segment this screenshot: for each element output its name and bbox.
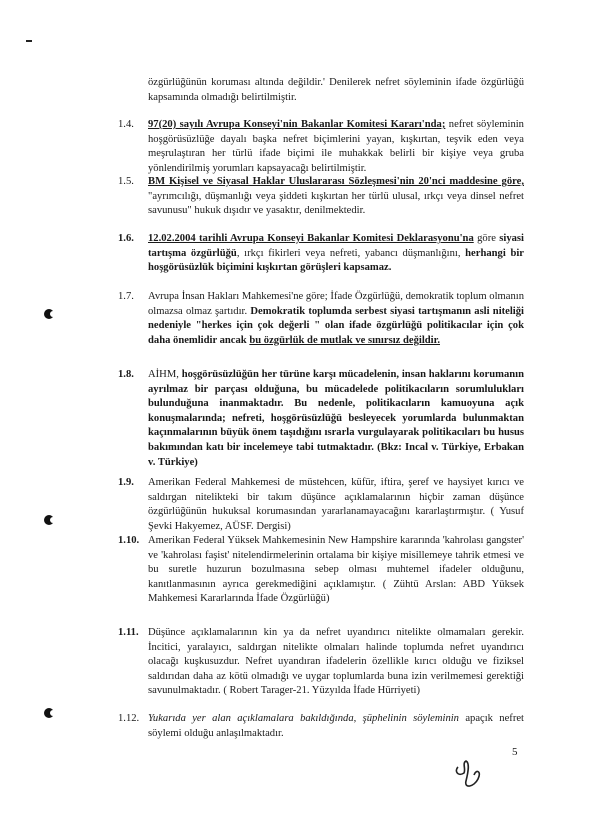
- paragraph-text: "ayrımcılığı, düşmanlığı veya şiddeti kışkırtan her türlü ulusal, ırkçı veya dinsel nefret savunusu" hukuk dışıdır ve yasaktır, denilmektedir.: [148, 190, 524, 217]
- paragraph-text: hoşgörüsüzlüğün her türüne karşı mücadelenin, insan haklarını korumanın ayrılmaz bir parçası olduğuna, bu mücadelede politikacıların sorumlulukları bulunduğuna inanmaktadır. Bu nedenle, politikacıların kamuoyuna açık konuşmalarında; nefreti, hoşgörüsüzlüğü besleyecek yorumlarda bulunmaktan kaçınmalarının büyük önem taşıdığını ısrarla vurgulayarak politikacıları bu husus bakımından katı bir incelemeye tabi tutmaktadır. (Bkz: Incal v. Türkiye, Erbakan v. Türkiye): [148, 369, 525, 468]
- paragraph-text: Yukarıda yer alan açıklamalara bakıldığında, şüphelinin söyleminin: [148, 713, 459, 724]
- paragraph-text: herhangi bir hoşgörüsüzlük biçimini kışkırtan görüşleri kapsamaz.: [148, 247, 524, 274]
- section-number: 1.6.: [118, 233, 134, 244]
- paragraph-text: bu özgürlük de mutlak ve sınırsız değildir.: [249, 334, 440, 346]
- section-number: 1.8.: [118, 369, 134, 380]
- section-paragraph: [148, 476, 524, 534]
- paragraph-text: Avrupa İnsan Hakları Mahkemesi'ne göre; İfade Özgürlüğü, demokratik toplum olmanın olmazsa olmaz şartıdır.: [148, 291, 524, 317]
- section-paragraph: [148, 118, 524, 176]
- page-number: 5: [512, 746, 518, 758]
- section-number: 1.10.: [118, 535, 140, 546]
- paragraph-text: Demokratik toplumda serbest siyasi tartışmanın asli niteliği nedeniyle "herkes için çok değerli " olan ifade özgürlüğü politikacılar için çok daha önemlidir ancak: [148, 305, 524, 346]
- signature-mark: [452, 757, 488, 791]
- paragraph-text: 12.02.2004 tarihli Avrupa Konseyi Bakanlar Komitesi Deklarasyonu'na: [148, 233, 474, 244]
- paragraph-text: Amerikan Federal Yüksek Mahkemesinin New Hampshire kararında 'kahrolası gangster' ve 'kahrolası faşist' nitelendirmelerinin ortalama bir kişiye misillemeye tahrik etmesi ve bu suretle huzurun bozulmasına sebep olması muhtemel ifadeler olduğunu, kanıtlanmasının ayrıca gerekmediğini açıklamıştır. ( Zühtü Arslan: ABD Yüksek Mahkemesi Kararlarında İfade Özgürlüğü): [148, 535, 524, 605]
- paragraph-text: apaçık nefret söylemi olduğu anlaşılmaktadır.: [148, 713, 524, 739]
- scan-mark: [26, 40, 32, 42]
- paragraph-text: nefret söyleminin hoşgörüsüzlüğe dayalı başka nefret biçimlerini yayan, kışkırtan, teşvik eden veya meşrulaştıran her türlü ifade biçimi ile muhakkak belirli bir kişiye veya gruba yönlendirilmiş yorumları kapsayacağı belirtilmiştir.: [148, 119, 524, 174]
- section-paragraph: [148, 712, 524, 741]
- paragraph-text: Düşünce açıklamalarının kin ya da nefret uyandırıcı nitelikte olmamaları gerekir. İncitici, yaralayıcı, saldırgan nitelikte olmaları halinde toplumda nefret uyandırıcı olacağı kuşkusuzdur. Nefret uyandıran ifadelerin özellikle kırıcı olduğu ve fiziksel saldırıdan daha az kötü olmadığı ve uygar toplumlarda buna izin verilmemesi gerektiği savunulmaktadır. ( Robert Tarager-21. Yüzyılda İfade Hürriyeti): [148, 627, 524, 697]
- section-number: 1.4.: [118, 119, 134, 130]
- section-paragraph: [148, 232, 524, 276]
- section-paragraph: [148, 290, 524, 348]
- section-number: 1.5.: [118, 176, 134, 187]
- section-paragraph: [148, 534, 524, 607]
- paragraph-text: göre: [473, 233, 500, 244]
- punch-hole: [44, 708, 54, 718]
- paragraph-text: siyasi tartışma özgürlüğü: [148, 233, 524, 259]
- section-paragraph: [148, 626, 524, 699]
- paragraph-text: BM Kişisel ve Siyasal Haklar Uluslararası Sözleşmesi'nin 20'nci maddesine göre,: [148, 176, 524, 187]
- paragraph-text: Amerikan Federal Mahkemesi de müstehcen, küfür, iftira, şeref ve haysiyet kırıcı ve saldırgan nitelikteki bir takım düşünce açıklamalarının hiçbir zaman düşünce özgürlüğünün hukuksal korumasından yararlanamayacağını kararlaştırmıştır. ( Yusuf Şevki Hakyemez, AÜSF. Dergisi): [148, 477, 524, 532]
- paragraph-text: AİHM,: [148, 369, 182, 380]
- section-paragraph: [148, 175, 524, 219]
- section-number: 1.7.: [118, 291, 134, 302]
- section-number: 1.12.: [118, 713, 140, 724]
- paragraph-text: , ırkçı fikirleri veya nefreti, yabancı düşmanlığını,: [236, 247, 466, 259]
- punch-hole: [44, 309, 54, 319]
- intro-paragraph: özgürlüğünün koruması altında değildir.' Denilerek nefret söyleminin ifade özgürlüğü kapsamında olmadığı belirtilmiştir.: [148, 77, 524, 103]
- section-paragraph: [148, 368, 524, 470]
- paragraph-text: 97(20) sayılı Avrupa Konseyi'nin Bakanlar Komitesi Kararı'nda;: [148, 119, 446, 130]
- section-number: 1.11.: [118, 627, 139, 638]
- punch-hole: [44, 515, 54, 525]
- section-number: 1.9.: [118, 477, 134, 488]
